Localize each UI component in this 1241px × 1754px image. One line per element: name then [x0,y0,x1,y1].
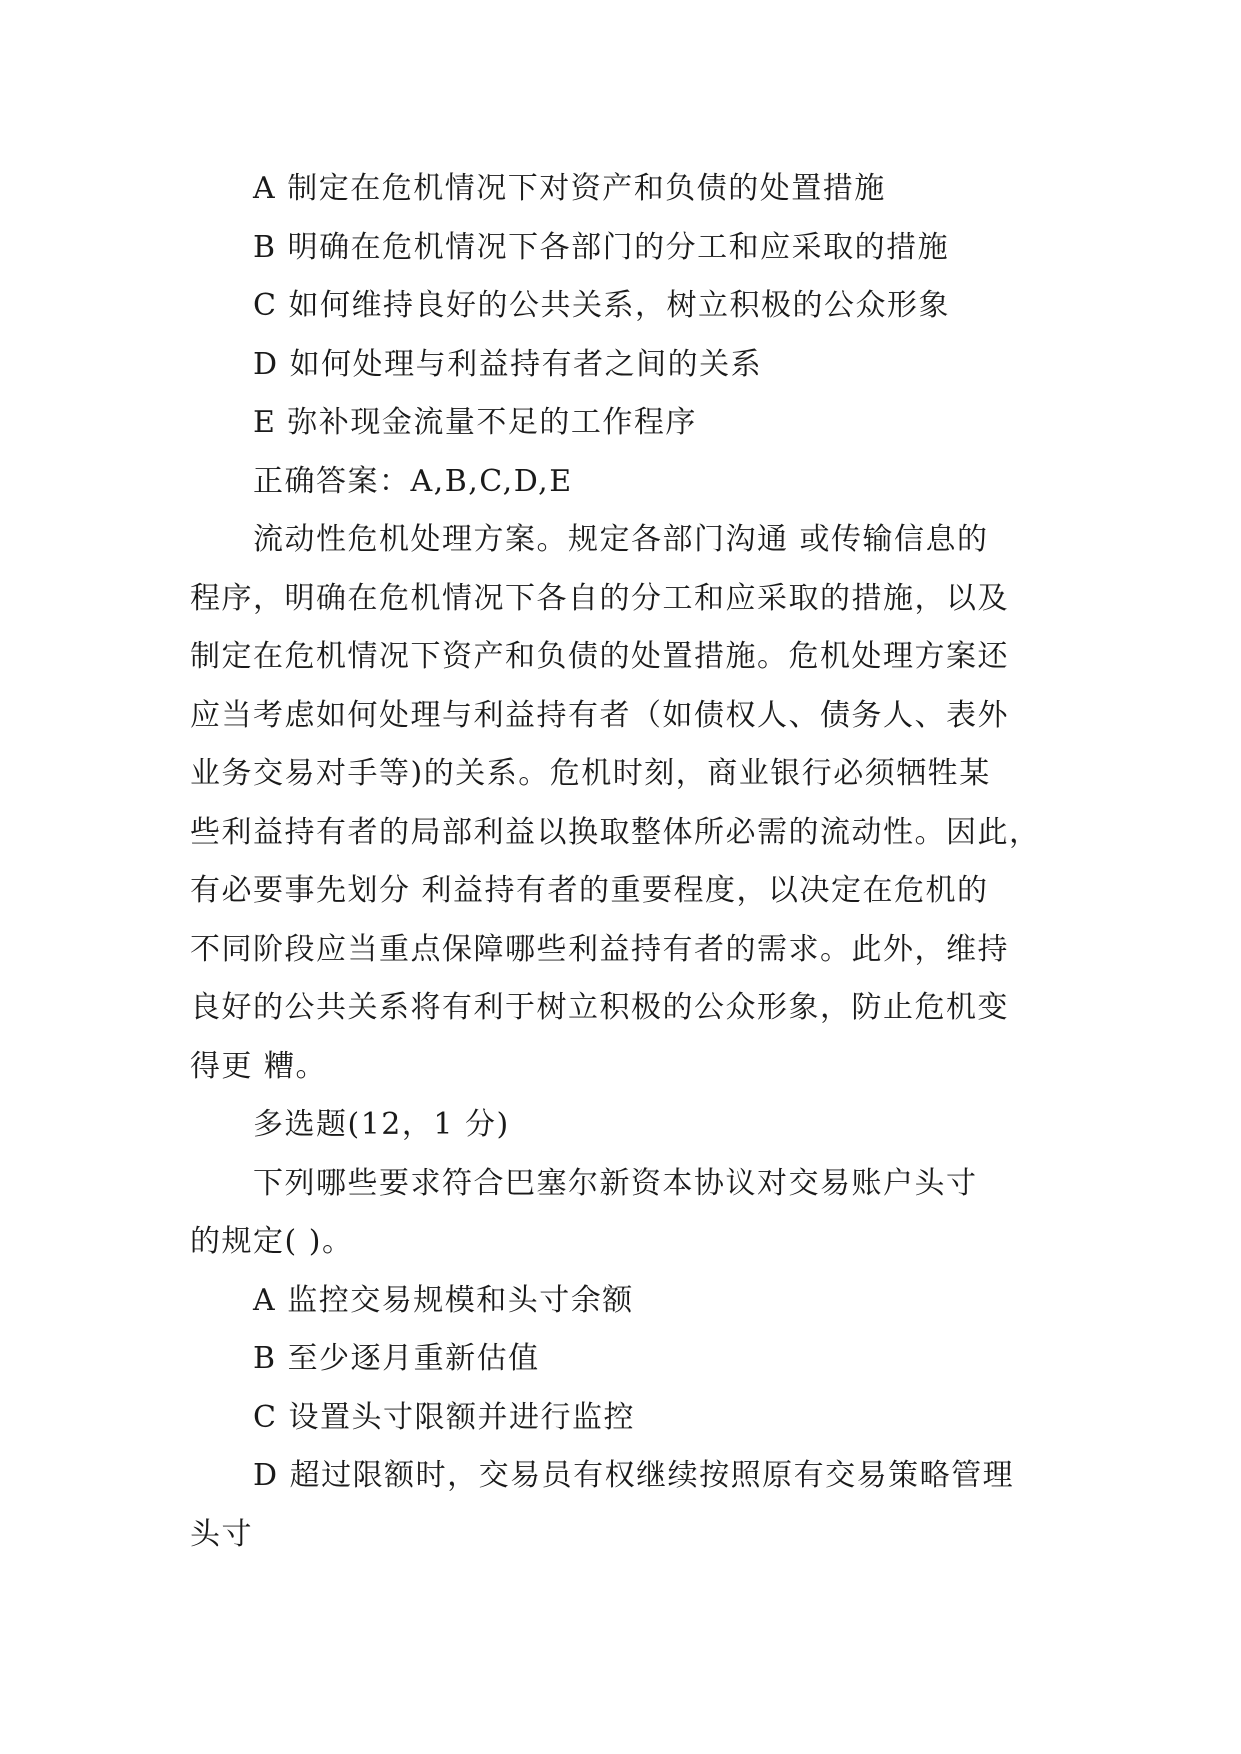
question-stem-line: 的规定( )。 [190,1224,354,1259]
option-a: A 制定在危机情况下对资产和负债的处置措施 [253,171,886,206]
explanation-line: 得更 糟。 [190,1048,328,1084]
page-content [190,160,1050,1564]
option-d: D 如何处理与利益持有者之间的关系 [253,346,763,382]
question-stem [190,1155,1050,1272]
explanation-paragraph [190,511,1050,1096]
explanation-line: 些利益持有者的局部利益以换取整体所必需的流动性。因此， [190,814,1041,850]
option-c: C 设置头寸限额并进行监控 [253,1399,635,1435]
correct-answer: 正确答案：A,B,C,D,E [253,463,573,499]
question-type-label: 多选题(12，1 分) [253,1107,510,1142]
explanation-line: 有必要事先划分 利益持有者的重要程度，以决定在危机的 [190,873,989,908]
option-a: A 监控交易规模和头寸余额 [253,1282,634,1318]
option-e: E 弥补现金流量不足的工作程序 [253,405,697,440]
option-b: B 明确在危机情况下各部门的分工和应采取的措施 [253,229,950,265]
explanation-line: 应当考虑如何处理与利益持有者（如债权人、债务人、表外 [190,697,1009,733]
explanation-line: 制定在危机情况下资产和负债的处置措施。危机处理方案还 [190,639,1009,674]
explanation-line: 不同阶段应当重点保障哪些利益持有者的需求。此外，维持 [190,931,1009,967]
option-b: B 至少逐月重新估值 [253,1341,540,1376]
explanation-line: 流动性危机处理方案。规定各部门沟通 或传输信息的 [253,522,989,557]
option-c: C 如何维持良好的公共关系，树立积极的公众形象 [253,288,950,323]
question-stem-line: 下列哪些要求符合巴塞尔新资本协议对交易账户头寸 [253,1165,978,1201]
option-d-line: D 超过限额时，交易员有权继续按照原有交易策略管理 [253,1458,1015,1493]
explanation-line: 良好的公共关系将有利于树立积极的公众形象，防止危机变 [190,990,1009,1025]
option-d [190,1447,1050,1564]
option-d-line: 头寸 [190,1516,253,1552]
explanation-line: 程序，明确在危机情况下各自的分工和应采取的措施，以及 [190,580,1009,616]
explanation-line: 业务交易对手等)的关系。危机时刻，商业银行必须牺牲某 [190,756,991,791]
